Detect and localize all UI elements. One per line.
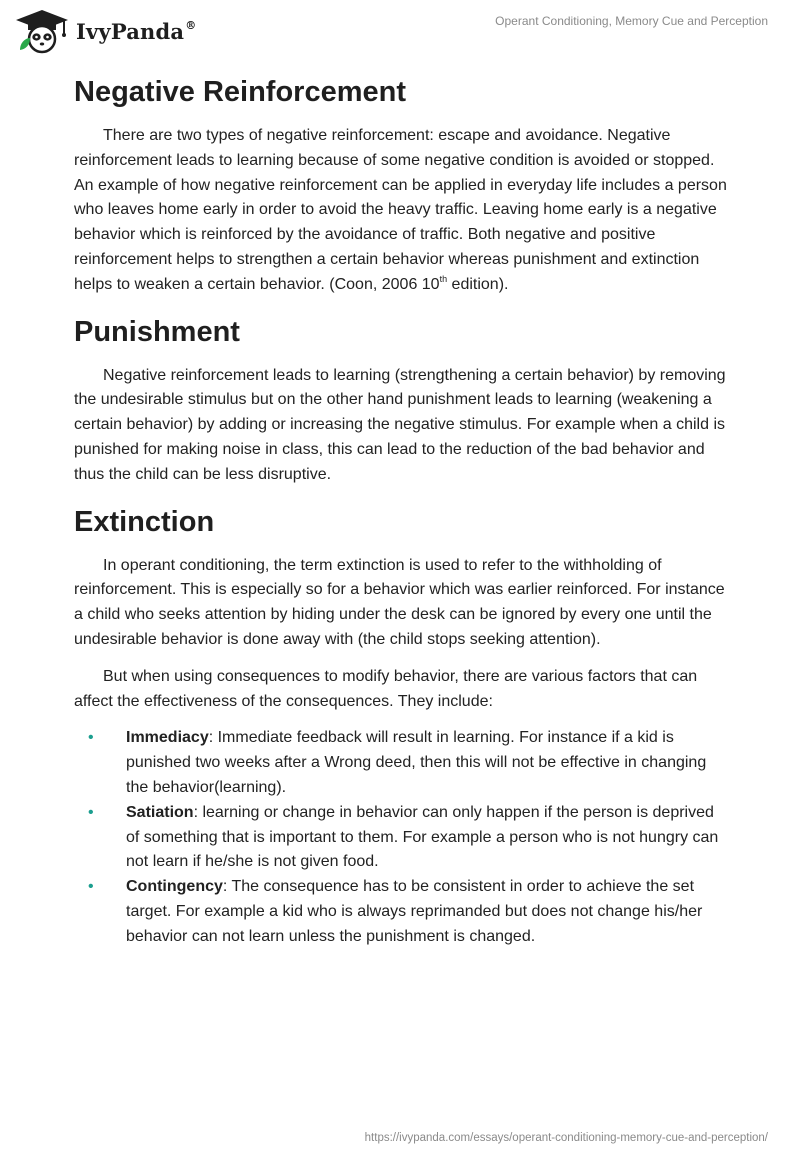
section-heading-punishment: Punishment — [74, 315, 240, 348]
section-heading-negative-reinforcement: Negative Reinforcement — [74, 76, 406, 108]
list-item-term: Contingency — [126, 878, 223, 896]
paragraph-negative-reinforcement: There are two types of negative reinforcement: escape and avoidance. Negative reinforcement leads to learning because of some negative condition is avoided or stopped. An example of how negative reinforcement can be applied in everyday life includes a person who leaves home early in order to avoid the heavy traffic. Leaving home early is a negative behavior which is reinforced by the avoidance of traffic. Both negative and positive reinforcement helps to strengthen a certain behavior whereas punishment and extinction helps to weaken a certain behavior. (Coon, 2006 10th edition). — [74, 127, 727, 293]
paragraph-extinction-2: But when using consequences to modify behavior, there are various factors that can affect the effectiveness of the consequences. They include: — [74, 667, 698, 710]
document-title: Operant Conditioning, Memory Cue and Perception — [495, 14, 768, 28]
bullet-icon: • — [88, 729, 94, 747]
list-item-text: : Immediate feedback will result in learning. For instance if a kid is punished two weeks after a Wrong deed, then this will not be effective in changing the behavior(learning). — [126, 729, 707, 796]
list-item — [74, 726, 730, 800]
list-item-term: Immediacy — [126, 729, 209, 747]
list-item-text: : The consequence has to be consistent in order to achieve the set target. For example a kid who is always reprimanded but does not change his/her behavior can not learn unless the punishment is changed. — [126, 878, 703, 945]
source-url-link[interactable]: https://ivypanda.com/essays/operant-conditioning-memory-cue-and-perception/ — [364, 1132, 768, 1144]
bullet-icon: • — [88, 803, 94, 821]
list-item — [74, 875, 730, 949]
brand-logo[interactable] — [14, 8, 196, 54]
bullet-icon: • — [88, 878, 94, 896]
factors-list — [74, 726, 730, 949]
list-item — [74, 801, 730, 875]
list-item-text: : learning or change in behavior can only happen if the person is deprived of something that is important to them. For example a person who is not hungry can not learn if he/she is not given food. — [126, 803, 719, 871]
section-heading-extinction: Extinction — [74, 505, 215, 538]
list-item-term: Satiation — [126, 803, 194, 821]
superscript-th: th — [439, 273, 448, 284]
essay-content — [74, 70, 730, 950]
registered-mark: ® — [185, 18, 197, 32]
paragraph-punishment: Negative reinforcement leads to learning (strengthening a certain behavior) by removing the undesirable stimulus but on the other hand punishment leads to learning (weakening a certain behavior) by adding or increasing the negative stimulus. For example when a child is punished for making noise in class, this can lead to the reduction of the bad behavior and thus the child can be less disruptive. — [74, 366, 726, 483]
paragraph-extinction-1: In operant conditioning, the term extinction is used to refer to the withholding of reinforcement. This is especially so for a behavior which was earlier reinforced. For instance a child who seeks attention by hiding under the desk can be ignored by every one until the undesirable behavior is done away with (the child stops seeking attention). — [74, 556, 725, 648]
brand-name: IvyPanda® — [76, 18, 197, 44]
panda-graduate-icon — [14, 8, 70, 54]
